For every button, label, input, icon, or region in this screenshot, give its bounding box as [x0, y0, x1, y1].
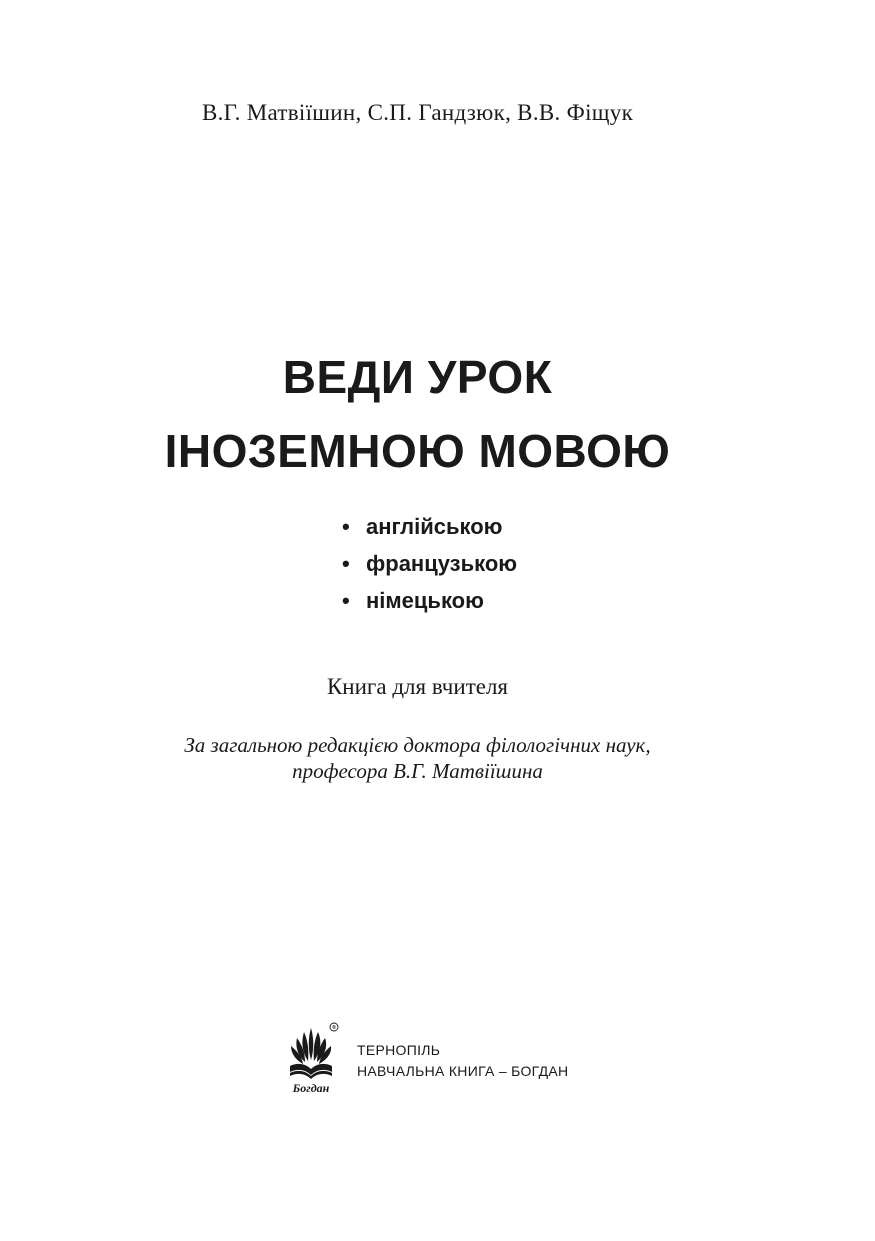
language-item-english: [342, 508, 517, 545]
language-label: німецькою: [366, 588, 484, 613]
language-item-french: [342, 545, 517, 582]
language-item-german: [342, 582, 517, 619]
editor-note: [0, 732, 835, 784]
book-title-line-1: ВЕДИ УРОК: [282, 351, 553, 403]
languages-list: [342, 508, 517, 619]
bullet-icon: •: [342, 588, 350, 613]
book-subtitle: Книга для вчителя: [326, 674, 509, 699]
language-label: англійською: [366, 514, 503, 539]
publisher-city: ТЕРНОПІЛЬ: [357, 1042, 441, 1058]
book-title-line-2: ІНОЗЕМНОЮ МОВОЮ: [164, 425, 671, 477]
bogdan-publisher-logo-icon: [284, 1022, 340, 1096]
logo-wordmark: Богдан: [292, 1081, 330, 1095]
registered-mark: ®: [331, 1025, 337, 1032]
bullet-icon: •: [342, 514, 350, 539]
publisher-block: [357, 1040, 568, 1082]
language-label: французькою: [366, 551, 518, 576]
authors-line: В.Г. Матвіїшин, С.П. Гандзюк, В.В. Фіщук: [201, 100, 634, 125]
editor-note-line-1: За загальною редакцією доктора філологічних наук,: [184, 733, 651, 757]
publisher-name: НАВЧАЛЬНА КНИГА – БОГДАН: [357, 1063, 569, 1079]
bullet-icon: •: [342, 551, 350, 576]
editor-note-line-2: професора В.Г. Матвіїшина: [292, 759, 543, 783]
